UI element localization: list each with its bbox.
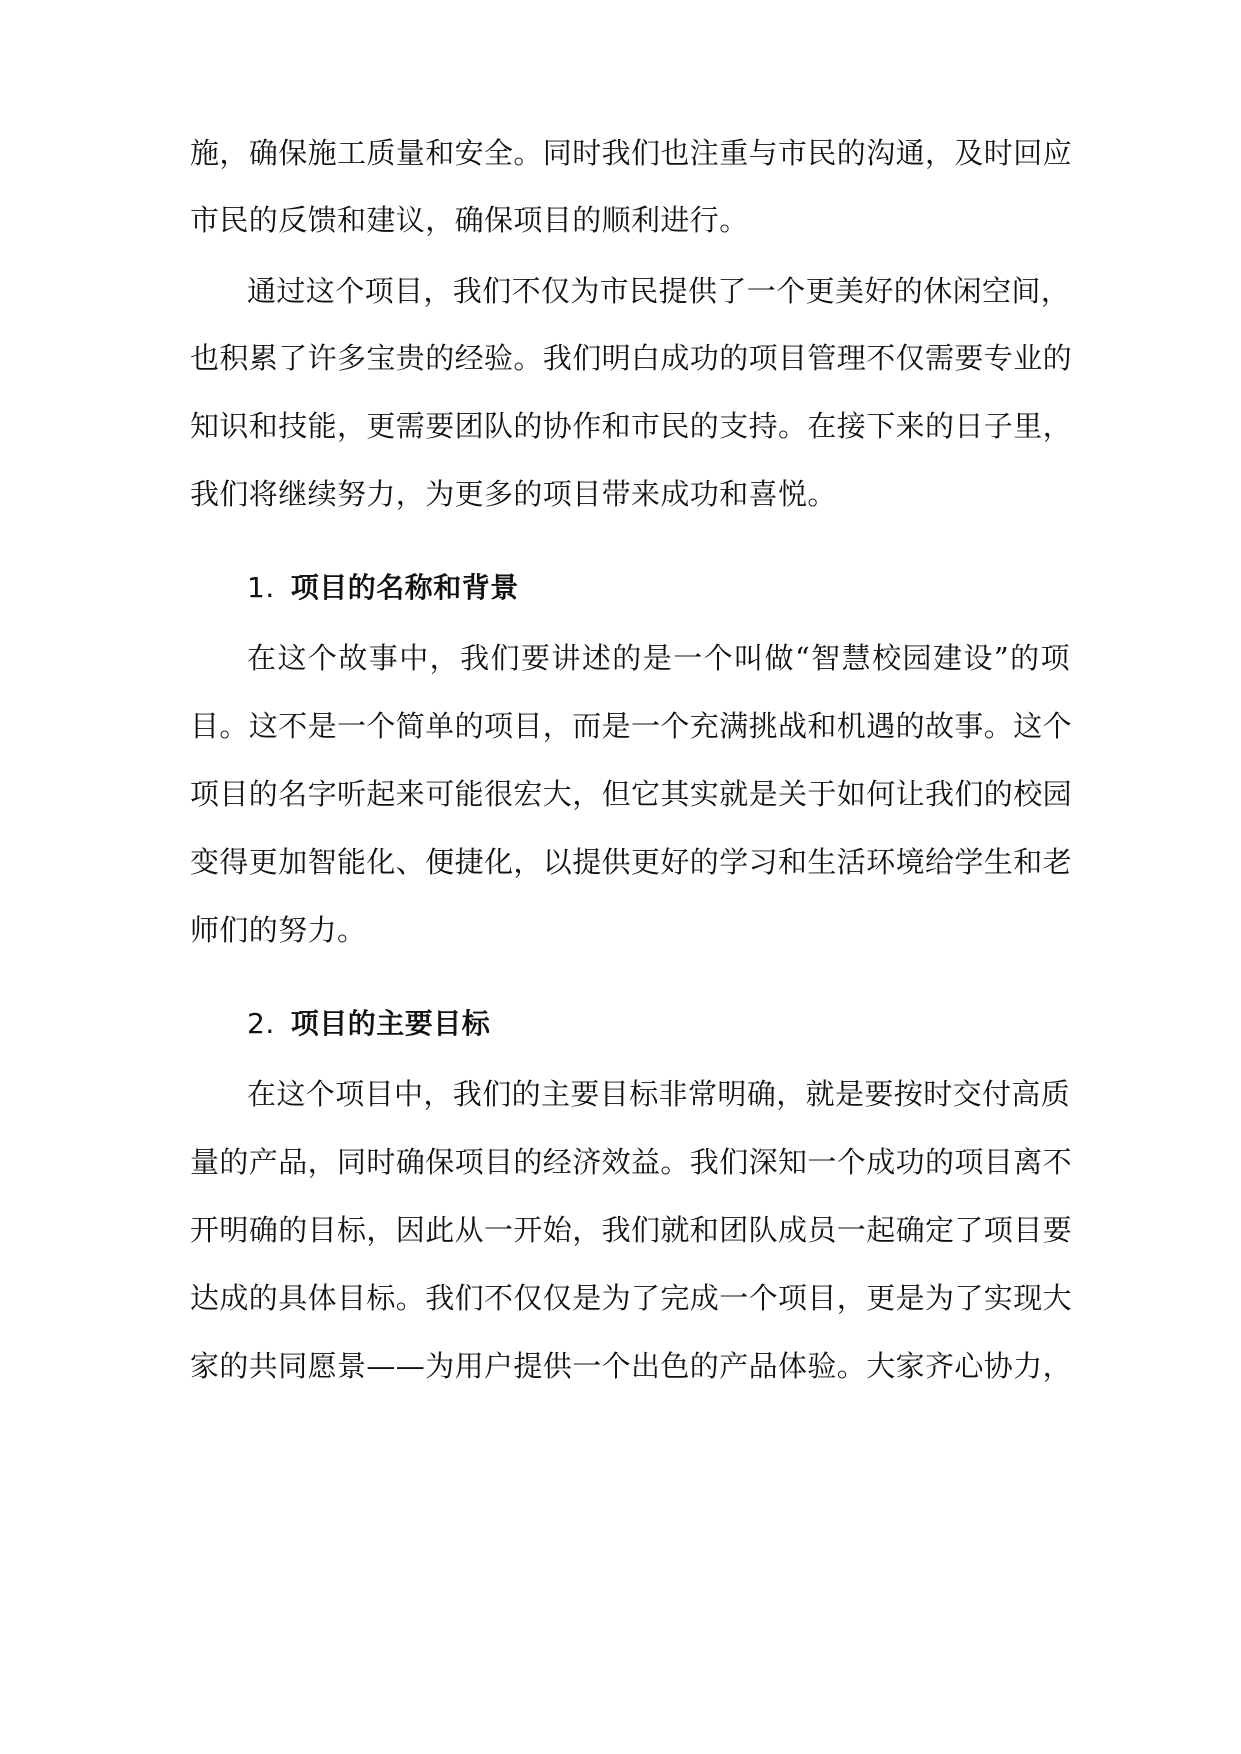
body-text-line: 目。这不是一个简单的项目，而是一个充满挑战和机遇的故事。这个 xyxy=(190,709,1073,743)
section-heading xyxy=(247,568,1127,608)
body-text-line: 施，确保施工质量和安全。同时我们也注重与市民的沟通，及时回应 xyxy=(190,136,1073,170)
body-text-line: 变得更加智能化、便捷化，以提供更好的学习和生活环境给学生和老 xyxy=(190,845,1073,879)
section-heading xyxy=(247,1004,1127,1044)
body-text-line: 市民的反馈和建议，确保项目的顺利进行。 xyxy=(190,203,749,237)
body-text-line: 在这个故事中，我们要讲述的是一个叫做“智慧校园建设”的项 xyxy=(247,641,1070,675)
body-text-line: 量的产品，同时确保项目的经济效益。我们深知一个成功的项目离不 xyxy=(190,1145,1073,1179)
body-text-line: 通过这个项目，我们不仅为市民提供了一个更美好的休闲空间， xyxy=(247,274,1071,308)
body-text-line: 家的共同愿景——为用户提供一个出色的产品体验。大家齐心协力， xyxy=(190,1349,1073,1383)
body-text-line: 在这个项目中，我们的主要目标非常明确，就是要按时交付高质 xyxy=(247,1077,1071,1111)
body-text-line: 师们的努力。 xyxy=(190,913,367,947)
body-text-line: 我们将继续努力，为更多的项目带来成功和喜悦。 xyxy=(190,477,837,511)
heading-title: 项目的名称和背景 xyxy=(290,571,519,604)
heading-title: 项目的主要目标 xyxy=(290,1007,491,1040)
heading-number: 2. xyxy=(247,1007,275,1040)
body-text-line: 项目的名字听起来可能很宏大，但它其实就是关于如何让我们的校园 xyxy=(190,777,1073,811)
body-text-line: 知识和技能，更需要团队的协作和市民的支持。在接下来的日子里， xyxy=(190,409,1073,443)
body-text-line: 达成的具体目标。我们不仅仅是为了完成一个项目，更是为了实现大 xyxy=(190,1281,1073,1315)
body-text-line: 也积累了许多宝贵的经验。我们明白成功的项目管理不仅需要专业的 xyxy=(190,341,1073,375)
heading-number: 1. xyxy=(247,571,275,604)
body-text-line: 开明确的目标，因此从一开始，我们就和团队成员一起确定了项目要 xyxy=(190,1213,1073,1247)
